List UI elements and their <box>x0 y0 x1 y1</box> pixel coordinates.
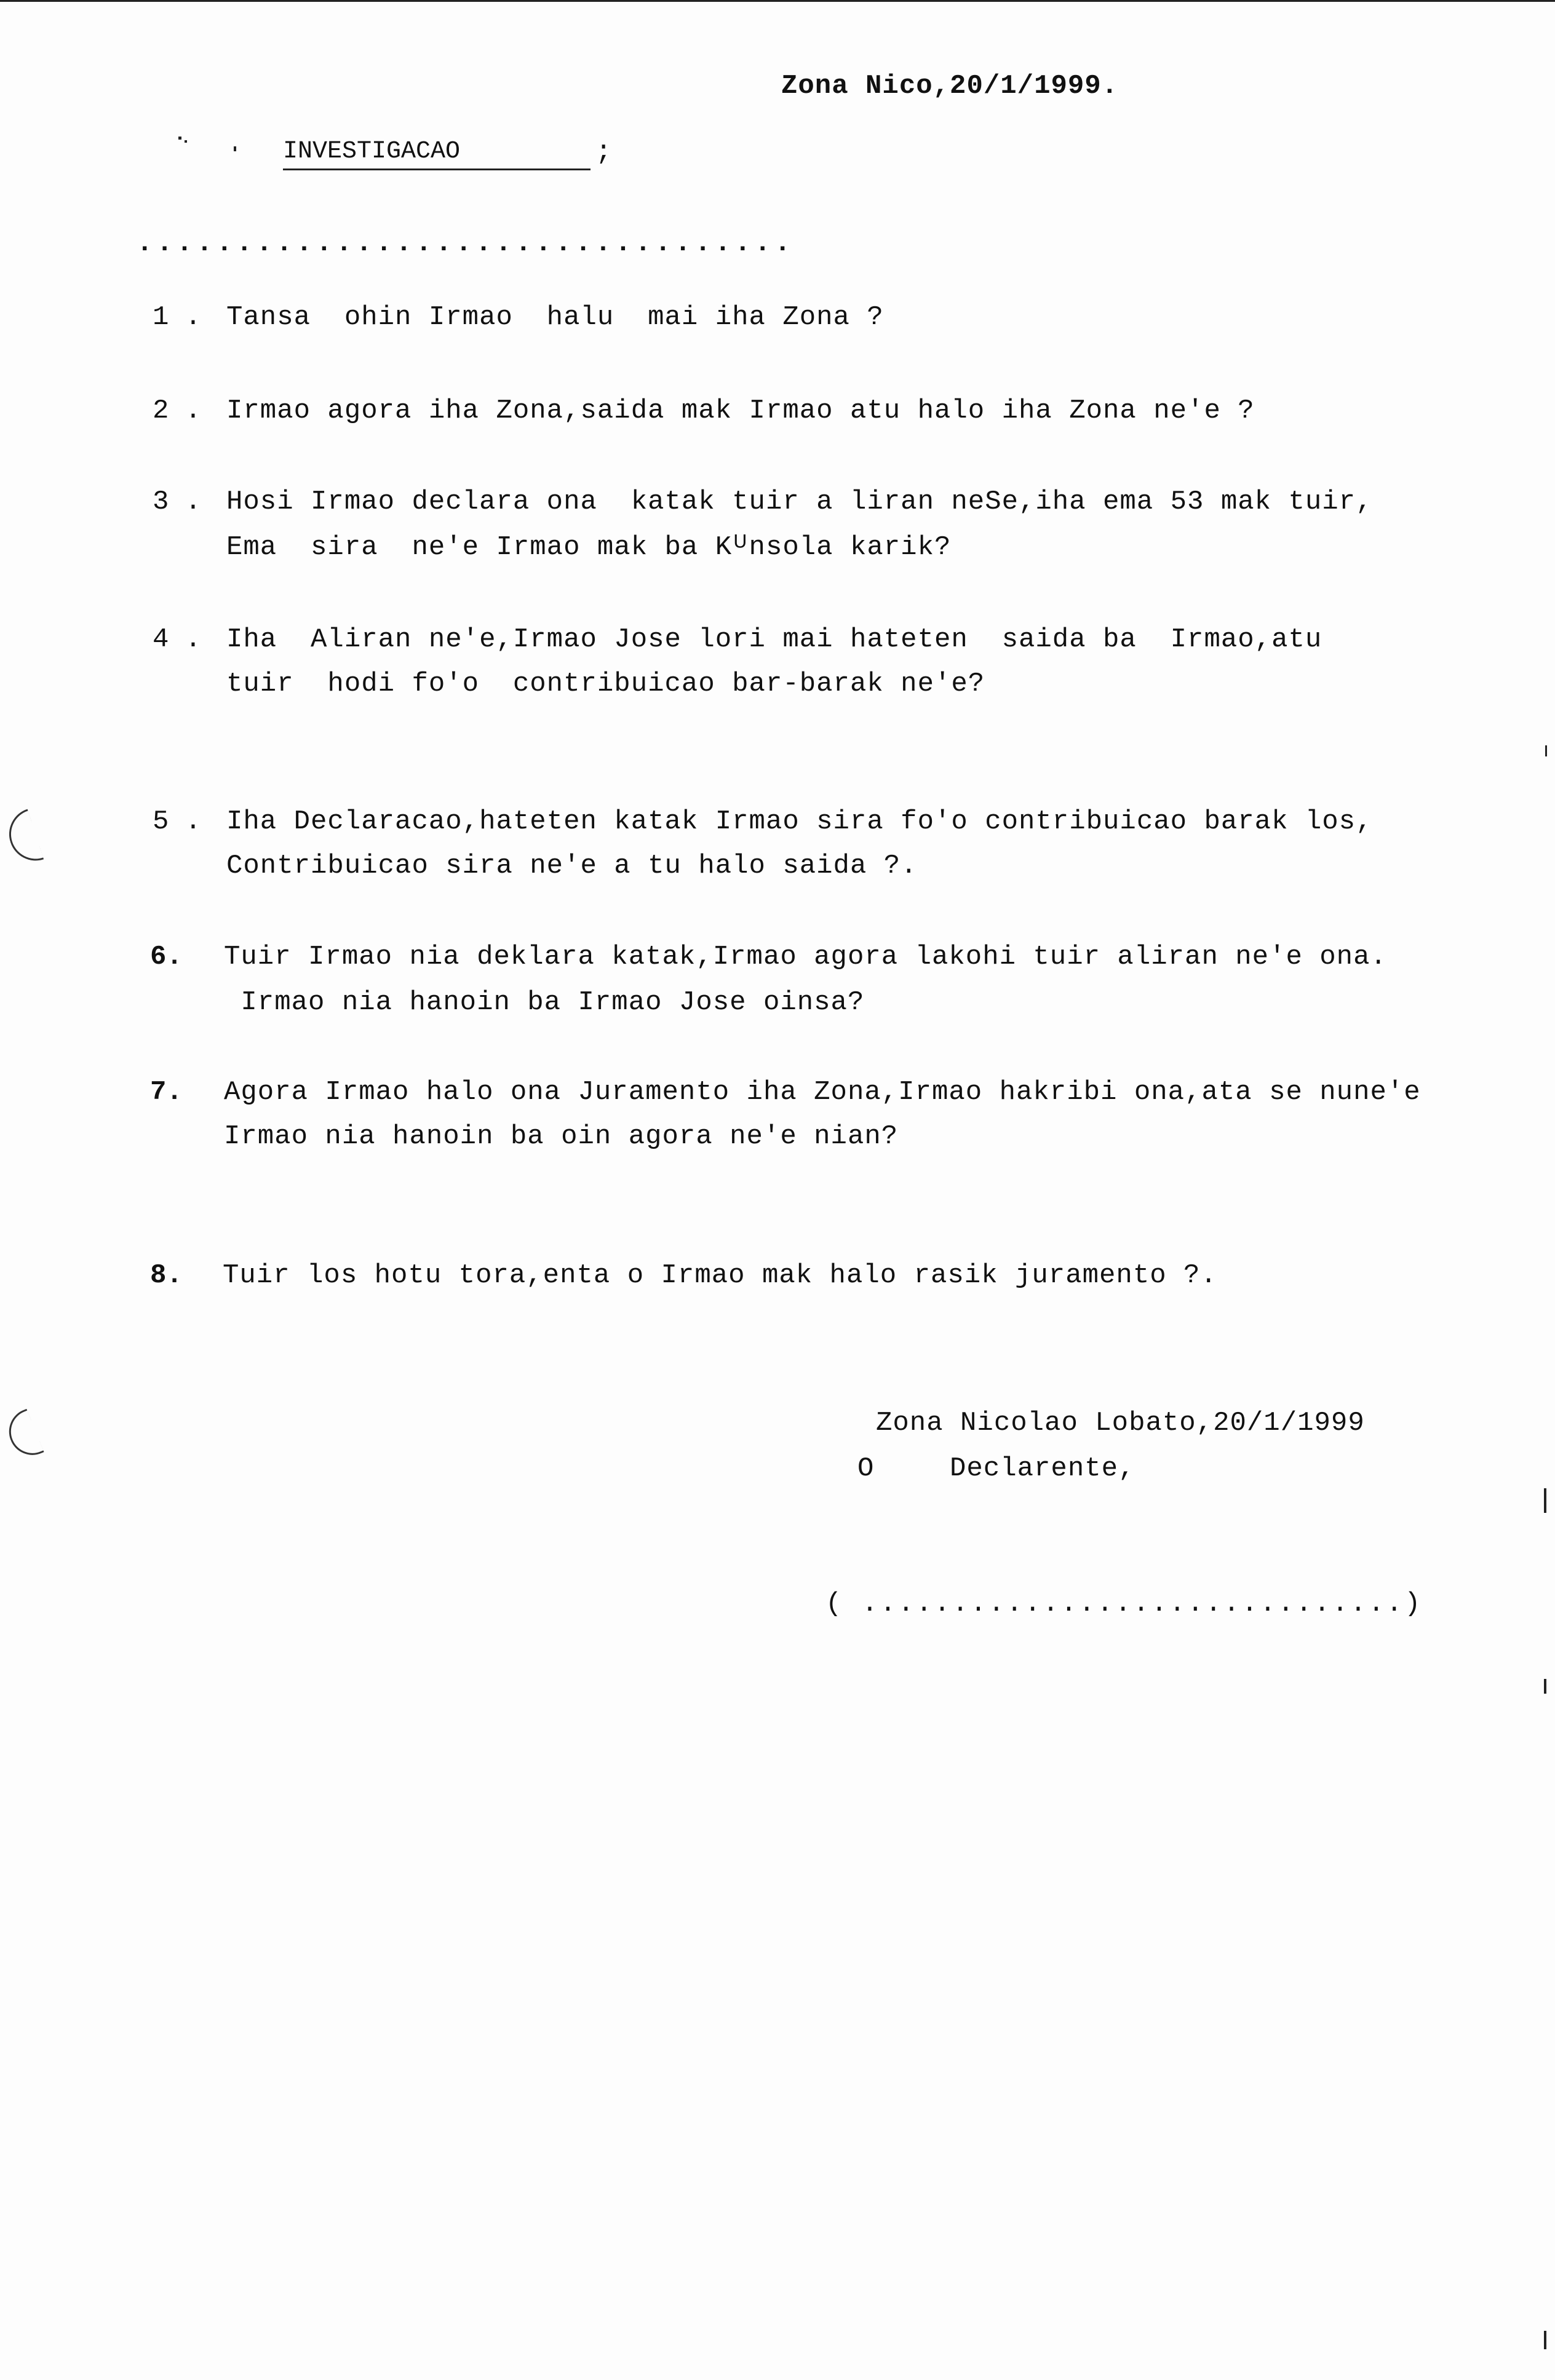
question-number: 2 . <box>153 395 202 426</box>
page-top-edge <box>0 0 1555 2</box>
title-punctuation: ; <box>595 137 612 167</box>
title-underline <box>283 169 591 170</box>
scan-speck <box>234 146 236 151</box>
question-line: Tuir Irmao nia deklara katak,Irmao agora lakohi tuir aliran ne'e ona. <box>224 942 1387 972</box>
signature-place-date: Zona Nicolao Lobato,20/1/1999 <box>876 1408 1365 1438</box>
document-title: INVESTIGACAO <box>283 138 461 165</box>
question-line: tuir hodi fo'o contribuicao bar-barak ne'e? <box>226 668 985 699</box>
scan-speck <box>1544 1679 1546 1694</box>
question-line: Tuir los hotu tora,enta o Irmao mak halo rasik juramento ?. <box>223 1260 1217 1291</box>
question-line: Iha Declaracao,hateten katak Irmao sira fo'o contribuicao barak los, <box>226 806 1373 837</box>
question-number: 6. <box>150 942 183 972</box>
signature-role: Declarente, <box>950 1453 1135 1484</box>
question-line: Irmao nia hanoin ba oin agora ne'e nian? <box>224 1121 899 1152</box>
signature-role-prefix: O <box>857 1453 875 1484</box>
question-line: Irmao agora iha Zona,saida mak Irmao atu halo iha Zona ne'e ? <box>226 395 1255 426</box>
question-line: Agora Irmao halo ona Juramento iha Zona,Irmao hakribi ona,ata se nune'e <box>224 1077 1421 1108</box>
question-line: Contribuicao sira ne'e a tu halo saida ?. <box>226 851 918 881</box>
question-number: 4 . <box>153 624 202 655</box>
question-line: Tansa ohin Irmao halu mai iha Zona ? <box>226 302 884 333</box>
scan-speck <box>185 140 187 143</box>
dotted-separator: ................................. <box>137 228 795 259</box>
question-number: 5 . <box>153 806 202 837</box>
question-line: Ema sira ne'e Irmao mak ba Kᵁnsola karik? <box>226 532 952 563</box>
margin-mark <box>2 809 44 867</box>
scan-speck <box>178 137 181 140</box>
question-number: 3 . <box>153 486 202 517</box>
scan-speck <box>1544 2331 1546 2349</box>
place-date-header: Zona Nico,20/1/1999. <box>781 71 1119 101</box>
signature-line: ( ..............................) <box>825 1589 1423 1619</box>
question-number: 8. <box>150 1260 183 1291</box>
question-number: 7. <box>150 1077 183 1108</box>
scan-speck <box>1544 1488 1546 1513</box>
scan-speck <box>1545 745 1547 756</box>
question-number: 1 . <box>153 302 202 333</box>
question-line: Iha Aliran ne'e,Irmao Jose lori mai hateten saida ba Irmao,atu <box>226 624 1322 655</box>
margin-mark <box>2 1409 44 1462</box>
question-line: Hosi Irmao declara ona katak tuir a liran neSe,iha ema 53 mak tuir, <box>226 486 1373 517</box>
question-line: Irmao nia hanoin ba Irmao Jose oinsa? <box>224 987 865 1018</box>
